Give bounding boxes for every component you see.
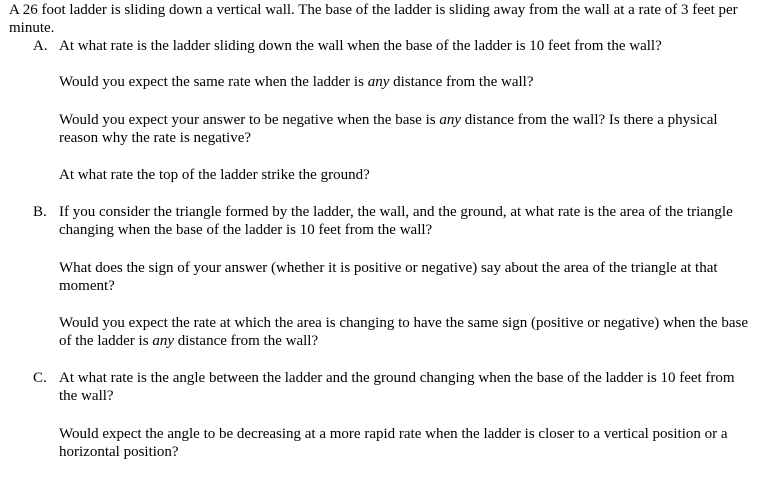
part-a-question-2-text-end: distance from the wall?: [389, 74, 534, 90]
part-a-question-2: [59, 73, 749, 91]
emphasis-any: any: [367, 74, 390, 90]
part-b-question-1: If you consider the triangle formed by the ladder, the wall, and the ground, at what rate is the area of the triangle changing when the base of the ladder is 10 feet from the wall?: [59, 204, 733, 238]
emphasis-any: any: [152, 333, 174, 349]
part-a-question-3-text: Would you expect your answer to be negative when the base is: [59, 112, 440, 128]
part-b-question-3: [59, 314, 749, 350]
part-b-question-3-text: Would you expect the rate at which the area is changing to have the same sign (positive or negative) when the base of the ladder is: [59, 315, 748, 349]
part-a-question-3-text-end: distance from the wall? Is there a physical reason why the rate is negative?: [59, 112, 718, 146]
part-a-question-1: At what rate is the ladder sliding down the wall when the base of the ladder is 10 feet from the wall?: [59, 38, 662, 54]
part-a-question-2-text: Would you expect the same rate when the ladder is: [59, 74, 368, 90]
part-b-question-2: What does the sign of your answer (whether it is positive or negative) say about the area of the triangle at that moment?: [59, 260, 718, 294]
problem-intro: A 26 foot ladder is sliding down a vertical wall. The base of the ladder is sliding away from the wall at a rate of 3 feet per minute.: [9, 2, 738, 36]
part-c-question-2: Would expect the angle to be decreasing at a more rapid rate when the ladder is closer to a vertical position or a horizontal position?: [59, 426, 728, 460]
part-a-question-4: At what rate the top of the ladder strike the ground?: [59, 167, 370, 183]
part-c-question-1: At what rate is the angle between the ladder and the ground changing when the base of the ladder is 10 feet from the wall?: [59, 370, 735, 404]
part-b-label: B.: [33, 204, 47, 220]
part-c-label: C.: [33, 370, 47, 386]
emphasis-any: any: [439, 112, 462, 128]
part-a-label: A.: [33, 38, 48, 54]
part-a-question-3: [59, 111, 749, 147]
part-b-question-3-text-end: distance from the wall?: [173, 333, 319, 349]
